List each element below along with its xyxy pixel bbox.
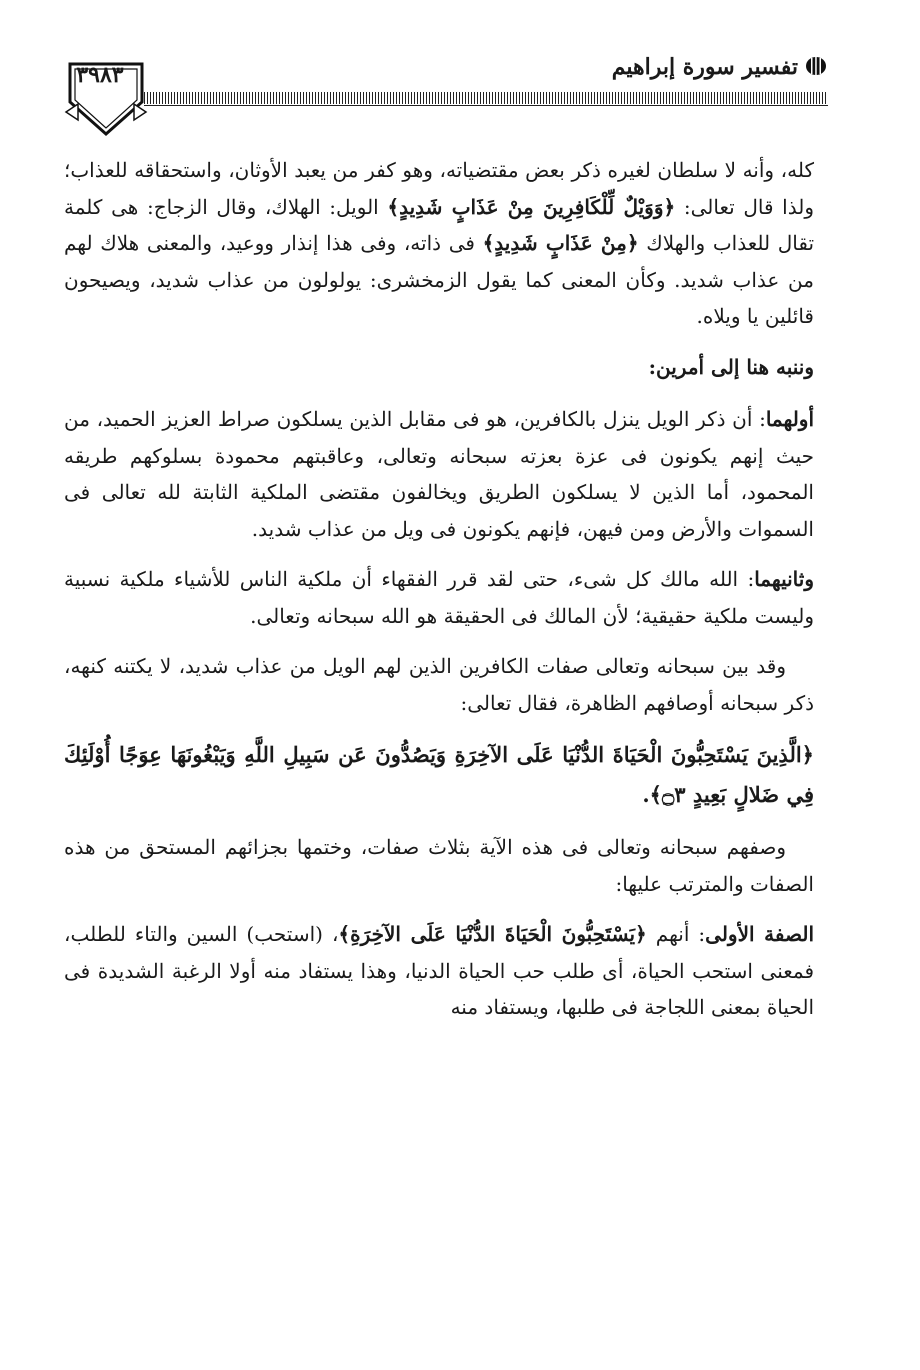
- first-attribute-text-a: : أنهم: [646, 922, 706, 946]
- paragraph-summary: وصفهم سبحانه وتعالى فى هذه الآية بثلاث صفات، وختمها بجزائهم المستحق من هذه الصفات والمترتب عليها:: [64, 835, 814, 896]
- paragraph-first-attribute: [64, 916, 814, 1026]
- ornament-icon: [804, 56, 828, 76]
- paragraph-description: وقد بين سبحانه وتعالى صفات الكافرين الذين لهم الويل من عذاب شديد، لا يكتنه كنهه، ذكر سبحانه أوصافهم الظاهرة، فقال تعالى:: [64, 654, 814, 715]
- paragraph-1: [64, 152, 814, 335]
- paragraph-1-text-a: كله، وأنه لا سلطان لغيره ذكر بعض مقتضياته، وهو كفر من يعبد الأوثان، واستحقاقه للعذاب؛ ولذا قال تعالى:: [64, 158, 814, 219]
- quran-verse-block: ﴿الَّذِينَ يَسْتَحِبُّونَ الْحَيَاةَ الدُّنْيَا عَلَى الآخِرَةِ وَيَصُدُّونَ عَن سَبِيلِ اللَّهِ وَيَبْغُونَهَا عِوَجًا أُوْلَئِكَ فِي ضَلالٍ بَعِيدٍ ۝٣﴾.: [64, 742, 814, 807]
- paragraph-second-point: [64, 561, 814, 634]
- page-number: ٣٩٨٣: [76, 62, 124, 88]
- quran-quote-1: ﴿وَوَيْلٌ لِّلْكَافِرِينَ مِنْ عَذَابٍ شَدِيدٍ﴾: [387, 194, 676, 219]
- paragraph-1-text-c: فى ذاته، وفى هذا إنذار ووعيد، والمعنى هلاك لهم من عذاب شديد. وكأن المعنى كما يقول الزمخشرى: يولولون من عذاب شديد، ويصيحون قائلين يا ويلاه.: [64, 231, 814, 328]
- first-point-lead: أولهما: [765, 407, 814, 431]
- paragraph-first-point: [64, 401, 814, 547]
- first-attribute-lead: الصفة الأولى: [705, 922, 814, 946]
- quran-quote-2: ﴿مِنْ عَذَابٍ شَدِيدٍ﴾: [482, 231, 639, 255]
- second-point-text: : الله مالك كل شىء، حتى لقد قرر الفقهاء أن ملكية الناس للأشياء ملكية نسبية وليست ملكية حقيقية؛ لأن المالك فى الحقيقة هو الله سبحانه وتعالى.: [64, 567, 814, 628]
- running-title: تفسير سورة إبراهيم: [611, 54, 798, 80]
- quran-quote-3: ﴿يَسْتَحِبُّونَ الْحَيَاةَ الدُّنْيَا عَلَى الآخِرَةِ﴾: [338, 922, 647, 946]
- page-body: [64, 152, 814, 1040]
- second-point-lead: وثانيهما: [754, 567, 814, 591]
- header-rule: [144, 92, 828, 104]
- header-rule-line: [144, 105, 828, 106]
- first-point-text: : أن ذكر الويل ينزل بالكافرين، هو فى مقابل الذين يسلكون صراط العزيز الحميد، من حيث إنهم يكونون فى عزة بعزته سبحانه وتعالى، وعاقبتهم محمودة بسلوكهم طريقه المحمود، أما الذين لا يسلكون الطريق ويخالفون مقتضى الملكية الثابتة لله تعالى فى السموات والأرض ومن فيهن، فإنهم يكونون فى ويل من عذاب شديد.: [64, 407, 814, 541]
- page-header: [58, 44, 828, 144]
- section-heading: وننبه هنا إلى أمرين:: [648, 354, 814, 379]
- first-attribute-text-b: ، (استحب) السين والتاء للطلب، فمعنى استحب الحياة، أى طلب حب الحياة الدنيا، وهذا يستفاد منه أولا الرغبة الشديدة فى الحياة بمعنى اللجاجة فى طلبها، ويستفاد منه: [64, 922, 815, 1019]
- paragraph-1-text-b: الويل: الهلاك، وقال الزجاج: هى كلمة تقال للعذاب والهلاك: [64, 194, 815, 255]
